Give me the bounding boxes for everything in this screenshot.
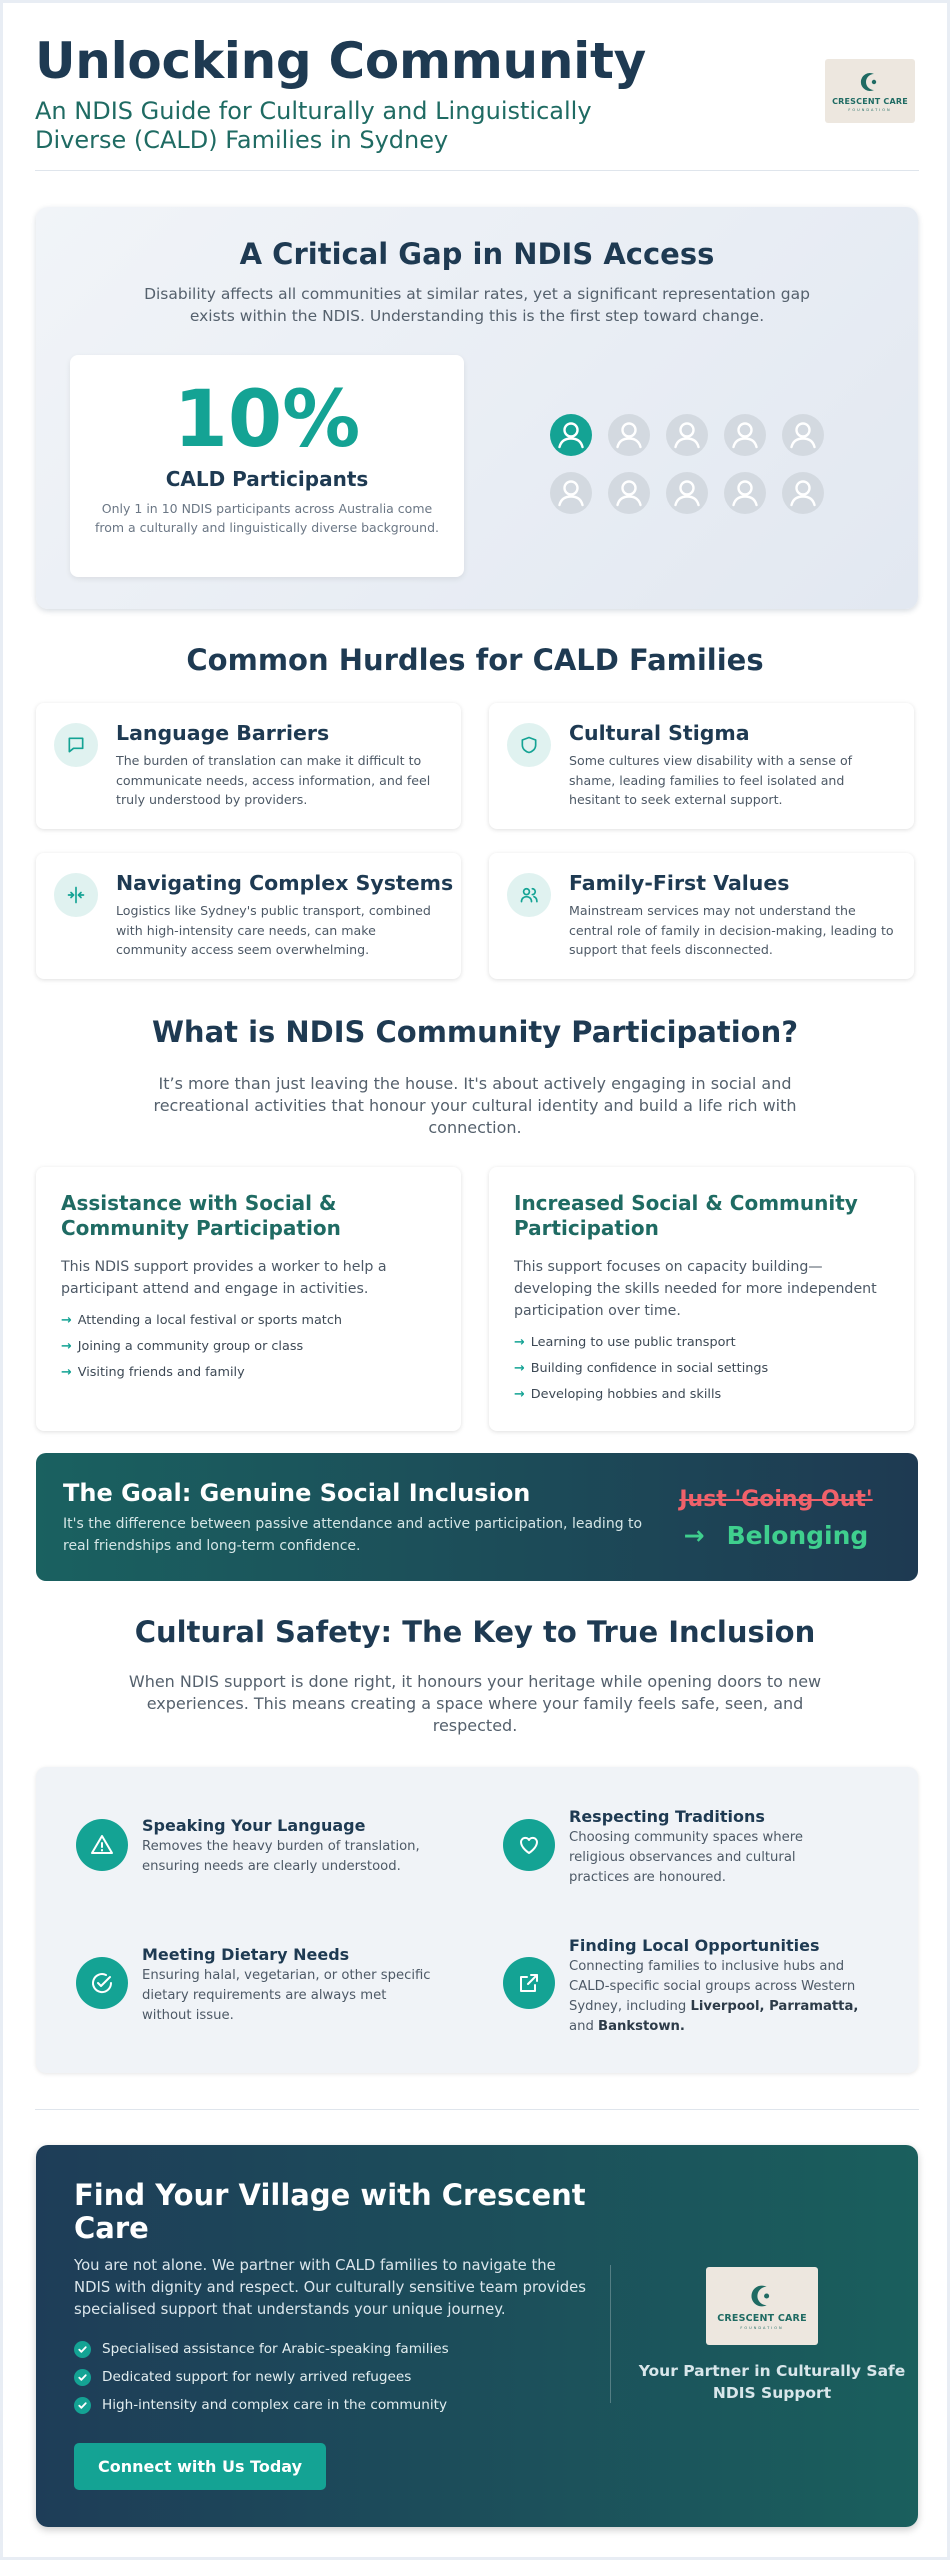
- goal-description: It's the difference between passive attendance and active participation, leading to real friendships and long-term confidence.: [63, 1516, 643, 1554]
- hurdle-description: Mainstream services may not understand the central role of family in decision-making, leading to support that feels disconnected.: [569, 903, 894, 957]
- list-item: → Developing hobbies and skills: [514, 1387, 722, 1402]
- gap-description: Disability affects all communities at similar rates, yet a significant representation gap exists within the NDIS. Understanding this is the first step toward change.: [144, 285, 810, 325]
- safety-item-description: Connecting families to inclusive hubs and CALD-specific social groups across Western Sydney, including Liverpool, Parramatta, and Bankstown.: [569, 1959, 859, 2034]
- users-icon: [519, 885, 539, 905]
- safety-item-description: Choosing community spaces where religious observances and cultural practices are honoured.: [569, 1830, 803, 1885]
- person-icon-highlighted: [549, 413, 593, 457]
- divider: [35, 170, 919, 171]
- logo-name: CRESCENT CARE: [717, 2313, 807, 2324]
- person-icon: [549, 471, 593, 515]
- list-item: → Visiting friends and family: [61, 1365, 245, 1380]
- cta-list: [74, 2339, 449, 2423]
- participation-card-list: [61, 1312, 436, 1381]
- crescent-logo-icon: [747, 2281, 777, 2311]
- safety-item-title: Meeting Dietary Needs: [142, 1945, 350, 1964]
- speech-bubble-icon: [66, 735, 86, 755]
- crescent-care-logo: [825, 59, 915, 123]
- safety-card: [36, 1767, 918, 2073]
- participation-intro: It’s more than just leaving the house. It's about actively engaging in social and recreational activities that honour your cultural identity and build a life rich with connection.: [153, 1074, 797, 1137]
- check-icon: [74, 2397, 91, 2414]
- hurdle-title: Family-First Values: [569, 871, 790, 895]
- logo-name: CRESCENT CARE: [832, 97, 908, 106]
- safety-item-description: Removes the heavy burden of translation, ensuring needs are clearly understood.: [142, 1839, 420, 1874]
- list-item: → Attending a local festival or sports match: [61, 1313, 342, 1328]
- heart-icon: [517, 1833, 541, 1857]
- person-icon: [607, 471, 651, 515]
- participation-card-description: This NDIS support provides a worker to help a participant attend and engage in activities.: [61, 1259, 387, 1297]
- page-subtitle: An NDIS Guide for Culturally and Linguistically Diverse (CALD) Families in Sydney: [35, 97, 592, 154]
- person-icon: [665, 471, 709, 515]
- participation-card-title: Increased Social & Community Participation: [514, 1191, 858, 1240]
- crescent-care-logo: [706, 2267, 818, 2345]
- gap-title: A Critical Gap in NDIS Access: [239, 237, 715, 271]
- participation-card-list: [514, 1334, 889, 1403]
- connect-button[interactable]: Connect with Us Today: [74, 2443, 326, 2490]
- safety-item-title: Speaking Your Language: [142, 1816, 366, 1835]
- participation-card-assistance: [36, 1167, 461, 1431]
- hurdle-card-systems: [36, 853, 461, 979]
- hurdles-title: Common Hurdles for CALD Families: [186, 643, 764, 677]
- stat-box: [70, 355, 464, 577]
- shield-icon: [519, 735, 539, 755]
- safety-item-title: Respecting Traditions: [569, 1807, 765, 1826]
- arrow-right-icon: →: [61, 1339, 72, 1354]
- arrow-right-icon: →: [61, 1313, 72, 1328]
- goal-banner: [36, 1453, 918, 1581]
- arrows-split-icon: [66, 885, 86, 905]
- safety-title: Cultural Safety: The Key to True Inclusion: [134, 1615, 816, 1649]
- partner-tagline: Your Partner in Culturally Safe NDIS Support: [638, 2362, 906, 2402]
- people-pictogram: [549, 413, 829, 515]
- list-item: → Learning to use public transport: [514, 1335, 736, 1350]
- arrow-right-icon: →: [61, 1365, 72, 1380]
- cta-panel: [36, 2145, 918, 2527]
- hurdle-card-language: [36, 703, 461, 829]
- list-item: → Joining a community group or class: [61, 1339, 304, 1354]
- representation-gap-card: [36, 207, 918, 609]
- person-icon: [607, 413, 651, 457]
- logo-tagline: FOUNDATION: [740, 2326, 784, 2330]
- list-item: Dedicated support for newly arrived refugees: [74, 2367, 449, 2387]
- hurdle-card-stigma: [489, 703, 914, 829]
- person-icon: [781, 471, 825, 515]
- divider: [610, 2265, 611, 2403]
- person-icon: [781, 413, 825, 457]
- arrow-right-icon: →: [514, 1335, 525, 1350]
- header: [35, 31, 919, 171]
- person-icon: [665, 413, 709, 457]
- page-title: Unlocking Community: [35, 32, 646, 90]
- safety-item-title: Finding Local Opportunities: [569, 1936, 820, 1955]
- page: [3, 3, 947, 2557]
- hurdle-description: The burden of translation can make it difficult to communicate needs, access information, and feel truly understood by providers.: [116, 753, 431, 807]
- list-item: High-intensity and complex care in the community: [74, 2395, 449, 2415]
- arrow-right-icon: →: [514, 1361, 525, 1376]
- check-circle-icon: [90, 1971, 114, 1995]
- goal-title: The Goal: Genuine Social Inclusion: [63, 1479, 531, 1507]
- hurdle-card-family: [489, 853, 914, 979]
- hurdle-title: Language Barriers: [116, 721, 330, 745]
- list-item: → Building confidence in social settings: [514, 1361, 769, 1376]
- check-icon: [74, 2369, 91, 2386]
- goal-after: → Belonging: [683, 1521, 869, 1550]
- safety-intro: When NDIS support is done right, it honours your heritage while opening doors to new experiences. This means creating a space where your family feels safe, seen, and respected.: [128, 1672, 822, 1735]
- list-item: Specialised assistance for Arabic-speaking families: [74, 2339, 449, 2359]
- logo-tagline: FOUNDATION: [848, 108, 892, 112]
- external-link-icon: [517, 1971, 541, 1995]
- person-icon: [723, 471, 767, 515]
- crescent-logo-icon: [857, 69, 883, 95]
- participation-card-increased: [489, 1167, 914, 1431]
- participation-card-title: Assistance with Social & Community Participation: [61, 1191, 341, 1240]
- hurdle-description: Some cultures view disability with a sense of shame, leading families to feel isolated and hesitant to seek external support.: [569, 753, 853, 807]
- arrow-right-icon: →: [514, 1387, 525, 1402]
- hurdle-title: Navigating Complex Systems: [116, 871, 454, 895]
- warning-triangle-icon: [90, 1833, 114, 1857]
- participation-card-description: This support focuses on capacity building—developing the skills needed for more independent participation over time.: [514, 1259, 877, 1319]
- cta-description: You are not alone. We partner with CALD families to navigate the NDIS with dignity and respect. Our culturally sensitive team provides specialised support that understands your unique journey.: [74, 2257, 586, 2318]
- check-icon: [74, 2341, 91, 2358]
- arrow-right-icon: →: [683, 1521, 705, 1550]
- hurdle-description: Logistics like Sydney's public transport, combined with high-intensity care needs, can make community access seem overwhelming.: [116, 903, 431, 957]
- person-icon: [723, 413, 767, 457]
- hurdle-title: Cultural Stigma: [569, 721, 750, 745]
- participation-title: What is NDIS Community Participation?: [151, 1015, 799, 1049]
- stat-description: Only 1 in 10 NDIS participants across Australia come from a culturally and linguistically diverse background.: [94, 501, 440, 535]
- stat-label: CALD Participants: [165, 467, 369, 491]
- goal-before: Just 'Going Out': [679, 1487, 873, 1512]
- stat-value: 10%: [173, 375, 361, 465]
- safety-item-description: Ensuring halal, vegetarian, or other specific dietary requirements are always met without issue.: [142, 1968, 431, 2023]
- cta-title: Find Your Village with Crescent Care: [74, 2178, 586, 2245]
- divider: [35, 2109, 919, 2110]
